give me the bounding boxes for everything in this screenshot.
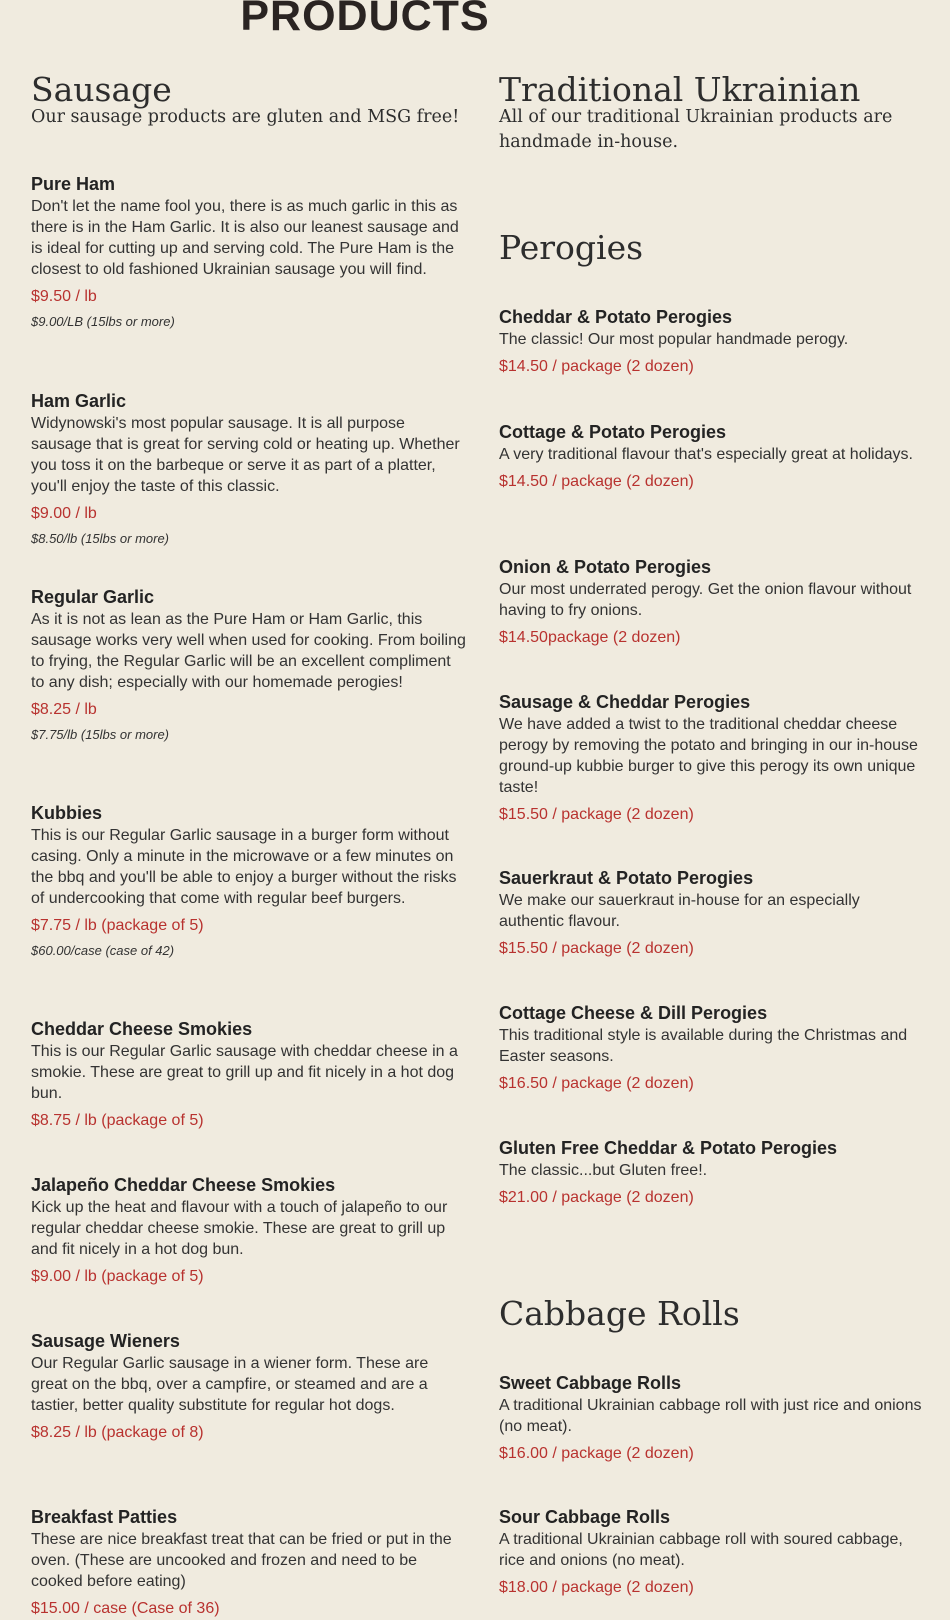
product-description: The classic! Our most popular handmade perogy. — [499, 331, 849, 348]
product-item — [31, 1017, 467, 1132]
product-name: Kubbies — [31, 803, 103, 823]
product-price: $7.75 / lb (package of 5) — [31, 917, 204, 934]
product-item — [499, 1136, 929, 1209]
product-description: A very traditional flavour that's especially great at holidays. — [499, 446, 913, 463]
product-price: $8.25 / lb — [31, 701, 97, 718]
product-item — [499, 690, 929, 826]
product-description: Kick up the heat and flavour with a touch of jalapeño to our regular cheddar cheese smokie. These are great to grill up and fit nicely in a hot dog bun. — [31, 1199, 448, 1258]
product-price: $14.50package (2 dozen) — [499, 629, 681, 646]
product-description: This is our Regular Garlic sausage with cheddar cheese in a smokie. These are great to grill up and fit nicely in a hot dog bun. — [31, 1043, 458, 1102]
product-item — [499, 1001, 929, 1095]
product-price: $8.75 / lb (package of 5) — [31, 1112, 204, 1129]
product-item — [31, 801, 467, 960]
product-item — [31, 172, 467, 331]
product-description: Our Regular Garlic sausage in a wiener form. These are great on the bbq, over a campfire, or steamed and are a tastier, better quality substitute for regular hot dogs. — [31, 1355, 429, 1414]
product-price: $18.00 / package (2 dozen) — [499, 1579, 694, 1596]
product-description: We make our sauerkraut in-house for an especially authentic flavour. — [499, 892, 860, 930]
product-description: This traditional style is available during the Christmas and Easter seasons. — [499, 1027, 908, 1065]
product-description: Widynowski's most popular sausage. It is all purpose sausage that is great for serving cold or heating up. Whether you toss it on the barbeque or serve it as part of a platter, you'll enjoy the taste of this classic. — [31, 415, 460, 495]
product-item — [31, 585, 467, 744]
product-price: $16.00 / package (2 dozen) — [499, 1445, 694, 1462]
product-price: $21.00 / package (2 dozen) — [499, 1189, 694, 1206]
page-title: PRODUCTS — [240, 0, 490, 40]
product-item — [499, 1371, 929, 1465]
product-name: Sausage Wieners — [31, 1331, 180, 1351]
product-name: Jalapeño Cheddar Cheese Smokies — [31, 1175, 336, 1195]
section-title-perogies: Perogies — [499, 228, 644, 267]
product-item — [499, 555, 929, 649]
product-name: Cottage & Potato Perogies — [499, 422, 727, 442]
section-description-traditional: All of our traditional Ukrainian products are handmade in-house. — [499, 107, 893, 152]
product-description: Our most underrated perogy. Get the onion flavour without having to fry onions. — [499, 581, 912, 619]
product-description: A traditional Ukrainian cabbage roll with just rice and onions (no meat). — [499, 1397, 922, 1435]
product-name: Ham Garlic — [31, 391, 127, 411]
product-item — [499, 420, 929, 493]
product-price: $15.00 / case (Case of 36) — [31, 1600, 220, 1617]
product-price: $8.25 / lb (package of 8) — [31, 1424, 204, 1441]
product-name: Cheddar & Potato Perogies — [499, 307, 733, 327]
product-name: Cheddar Cheese Smokies — [31, 1019, 253, 1039]
product-price: $9.00 / lb (package of 5) — [31, 1268, 204, 1285]
product-name: Onion & Potato Perogies — [499, 557, 712, 577]
product-price: $9.00 / lb — [31, 505, 97, 522]
product-name: Pure Ham — [31, 174, 116, 194]
section-description-sausage: Our sausage products are gluten and MSG free! — [31, 107, 460, 127]
product-description: We have added a twist to the traditional cheddar cheese perogy by removing the potato and bringing in our in-house ground-up kubbie burger to give this perogy its own unique taste! — [499, 716, 918, 796]
product-name: Regular Garlic — [31, 587, 155, 607]
product-price: $15.50 / package (2 dozen) — [499, 940, 694, 957]
section-title-cabbage-rolls: Cabbage Rolls — [499, 1294, 740, 1333]
product-description: This is our Regular Garlic sausage in a burger form without casing. Only a minute in the microwave or a few minutes on the bbq and you'll be able to enjoy a burger without the risks of undercooking that come with regular beef burgers. — [31, 827, 457, 907]
product-description: A traditional Ukrainian cabbage roll with soured cabbage, rice and onions (no meat). — [499, 1531, 903, 1569]
product-description: These are nice breakfast treat that can be fried or put in the oven. (These are uncooked and frozen and need to be cooked before eating) — [31, 1531, 452, 1590]
product-bulk-price: $9.00/LB (15lbs or more) — [31, 314, 175, 329]
product-description: Don't let the name fool you, there is as much garlic in this as there is in the Ham Garlic. It is also our leanest sausage and is ideal for cutting up and serving cold. The Pure Ham is the closest to old fashioned Ukrainian sausage you will find. — [31, 198, 459, 278]
product-item — [31, 1329, 467, 1444]
product-name: Breakfast Patties — [31, 1507, 178, 1527]
product-bulk-price: $60.00/case (case of 42) — [31, 943, 175, 958]
product-price: $9.50 / lb — [31, 288, 97, 305]
product-name: Sweet Cabbage Rolls — [499, 1373, 682, 1393]
section-title-traditional: Traditional Ukrainian — [499, 70, 861, 109]
product-item — [31, 389, 467, 548]
product-name: Sauerkraut & Potato Perogies — [499, 868, 754, 888]
product-bulk-price: $7.75/lb (15lbs or more) — [31, 727, 170, 742]
product-description: As it is not as lean as the Pure Ham or Ham Garlic, this sausage works very well when used for cooking. From boiling to frying, the Regular Garlic will be an excellent compliment to any dish; especially with our homemade perogies! — [31, 611, 466, 691]
product-price: $16.50 / package (2 dozen) — [499, 1075, 694, 1092]
section-title-sausage: Sausage — [31, 70, 172, 109]
product-item — [499, 1505, 929, 1599]
product-item — [31, 1505, 467, 1620]
product-name: Gluten Free Cheddar & Potato Perogies — [499, 1138, 838, 1158]
product-price: $14.50 / package (2 dozen) — [499, 358, 694, 375]
product-name: Cottage Cheese & Dill Perogies — [499, 1003, 768, 1023]
product-item — [499, 866, 929, 960]
product-bulk-price: $8.50/lb (15lbs or more) — [31, 531, 170, 546]
product-name: Sausage & Cheddar Perogies — [499, 692, 751, 712]
product-name: Sour Cabbage Rolls — [499, 1507, 671, 1527]
product-description: The classic...but Gluten free!. — [499, 1162, 708, 1179]
product-item — [499, 305, 929, 378]
product-item — [31, 1173, 467, 1288]
product-price: $14.50 / package (2 dozen) — [499, 473, 694, 490]
product-price: $15.50 / package (2 dozen) — [499, 806, 694, 823]
